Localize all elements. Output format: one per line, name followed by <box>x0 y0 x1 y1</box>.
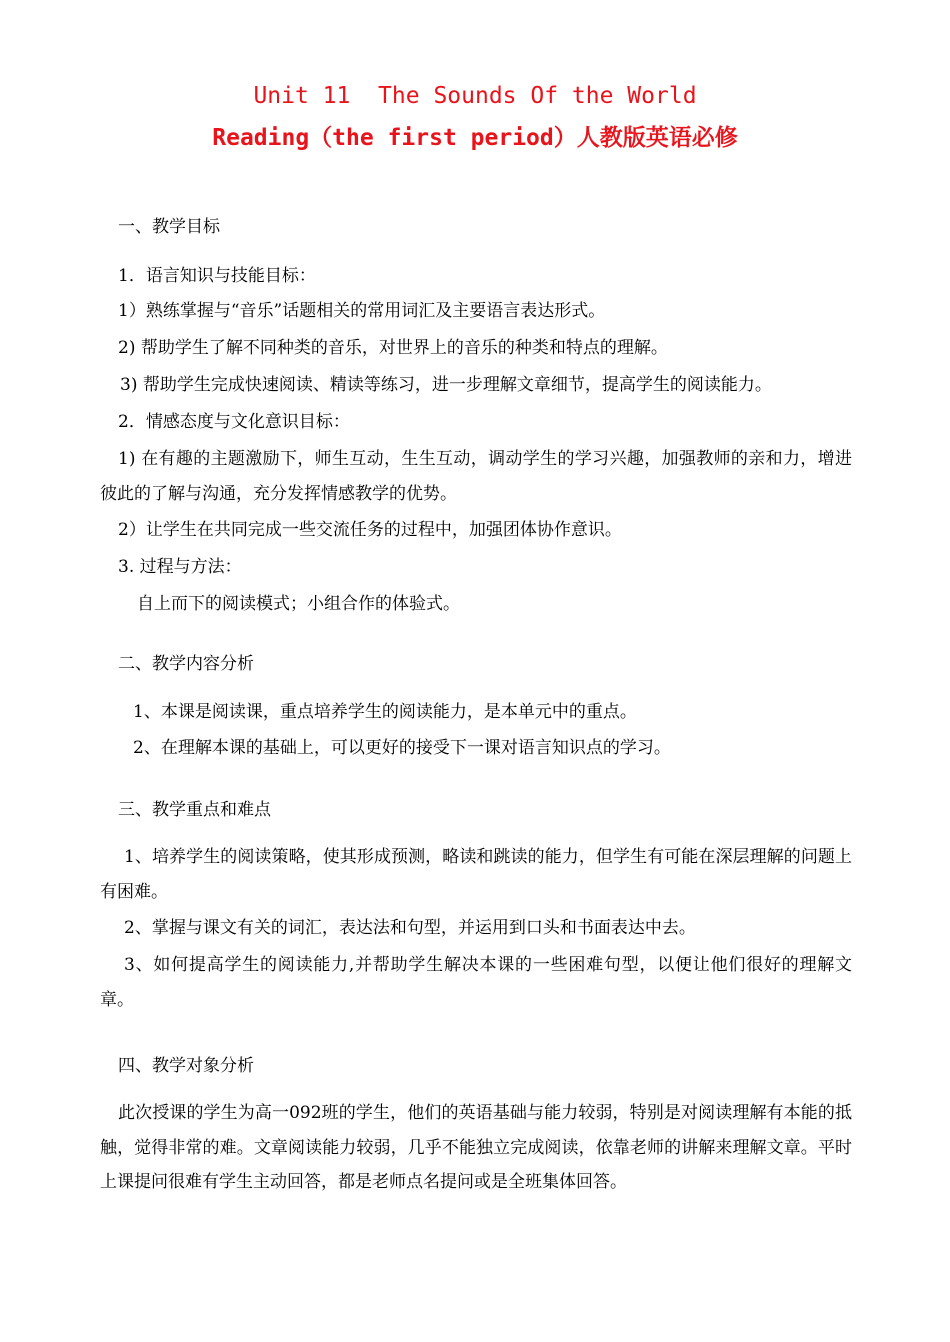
section-heading-learner-analysis: 四、教学对象分析 <box>118 1056 254 1076</box>
objective-2-point-2: 2）让学生在共同完成一些交流任务的过程中，加强团体协作意识。 <box>118 520 622 540</box>
section-heading-key-points: 三、教学重点和难点 <box>118 800 271 820</box>
key-point-1: 1、培养学生的阅读策略，使其形成预测，略读和跳读的能力，但学生有可能在深层理解的问题上有困难。 <box>100 847 852 902</box>
objective-1-heading: 1．语言知识与技能目标： <box>118 266 316 286</box>
objective-1-point-1: 1）熟练掌握与“音乐”话题相关的常用词汇及主要语言表达形式。 <box>118 301 606 321</box>
objective-3-heading: 3. 过程与方法： <box>118 557 242 577</box>
key-point-3: 3、如何提高学生的阅读能力,并帮助学生解决本课的一些困难句型，以便让他们很好的理解文章。 <box>100 955 852 1010</box>
key-point-2: 2、掌握与课文有关的词汇，表达法和句型，并运用到口头和书面表达中去。 <box>124 918 696 938</box>
objective-3-text: 自上而下的阅读模式；小组合作的体验式。 <box>137 594 460 614</box>
section-heading-content-analysis: 二、教学内容分析 <box>118 654 254 674</box>
document-title-line-1: Unit 11 The Sounds Of the World <box>253 83 697 109</box>
objective-2-heading: 2．情感态度与文化意识目标： <box>118 412 350 432</box>
content-analysis-point-2: 2、在理解本课的基础上，可以更好的接受下一课对语言知识点的学习。 <box>133 738 671 758</box>
objective-2-point-1: 1) 在有趣的主题激励下，师生互动，生生互动，调动学生的学习兴趣，加强教师的亲和力，增进彼此的了解与沟通，充分发挥情感教学的优势。 <box>100 449 852 504</box>
objective-1-point-2: 2) 帮助学生了解不同种类的音乐，对世界上的音乐的种类和特点的理解。 <box>118 338 668 358</box>
section-heading-teaching-objectives: 一、教学目标 <box>118 217 220 237</box>
objective-1-point-3: 3) 帮助学生完成快速阅读、精读等练习，进一步理解文章细节，提高学生的阅读能力。 <box>120 375 772 395</box>
content-analysis-point-1: 1、本课是阅读课，重点培养学生的阅读能力，是本单元中的重点。 <box>133 702 637 722</box>
learner-analysis-text: 此次授课的学生为高一092班的学生，他们的英语基础与能力较弱，特别是对阅读理解有本能的抵触，觉得非常的难。文章阅读能力较弱，几乎不能独立完成阅读，依靠老师的讲解来理解文章。平时上课提问很难有学生主动回答，都是老师点名提问或是全班集体回答。 <box>100 1103 852 1192</box>
document-title-line-2: Reading（the first period）人教版英语必修 <box>212 125 738 151</box>
